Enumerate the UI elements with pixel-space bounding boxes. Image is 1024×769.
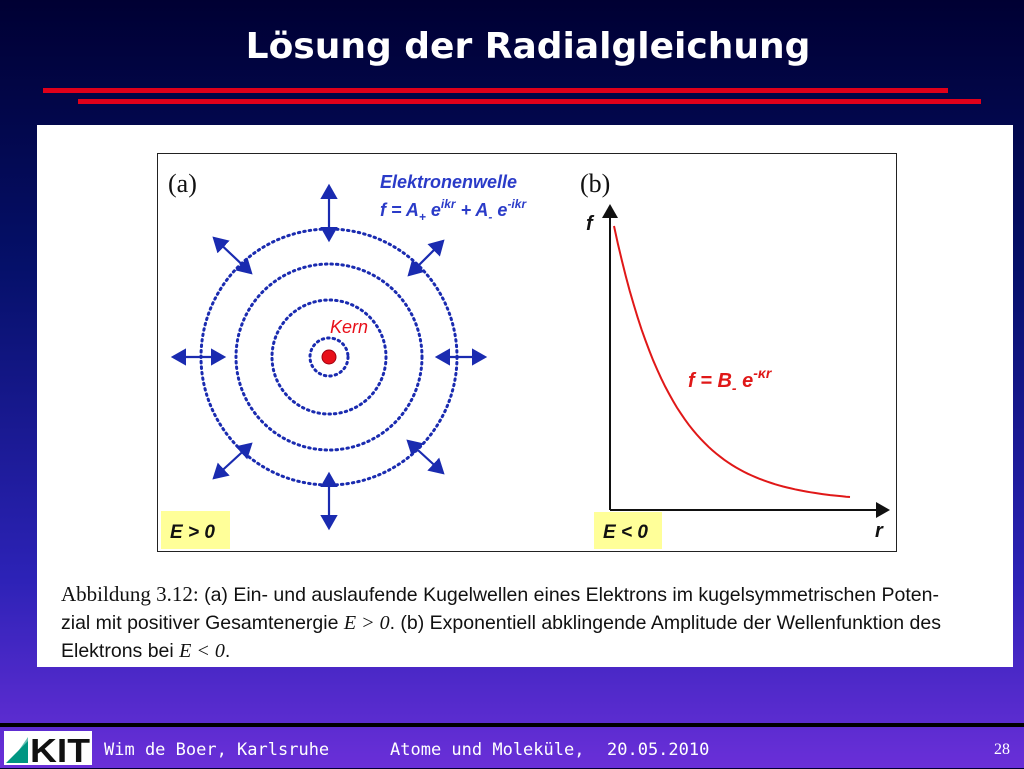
footer-date: 20.05.2010 [607, 740, 710, 760]
nucleus [322, 350, 336, 364]
caption-line2-a: zial mit positiver Gesamtenergie [61, 612, 344, 634]
caption-line3-a: Elektrons bei [61, 640, 180, 662]
footer-course: Atome und Moleküle, [390, 740, 585, 760]
caption-line2-math: E > 0 [343, 612, 390, 634]
arrow-bottom-right [408, 441, 443, 473]
figure-svg [158, 154, 896, 551]
nucleus-label: Kern [330, 317, 369, 337]
y-axis-label: f [586, 213, 593, 235]
caption-line1: (a) Ein- und auslaufende Kugelwellen eines Elektrons im kugelsymmetrischen Poten- [198, 584, 939, 606]
slide-title: Lösung der Radialgleichung [245, 26, 811, 67]
title-underline-top [43, 88, 948, 93]
kit-logo-text: KIT [30, 732, 90, 765]
footer-bar [0, 723, 1024, 768]
curve-formula: $f = B_-$ $e^{-\kappa r}$ [688, 365, 772, 396]
panel-b-label: (b) [580, 169, 611, 198]
arrow-top-left [214, 238, 251, 273]
arrow-bottom-left [214, 444, 251, 478]
decay-curve [614, 226, 850, 497]
arrow-top-right [409, 241, 443, 275]
x-axis-label: r [875, 520, 883, 542]
kit-logo-icon [4, 731, 92, 765]
caption-line3-b: . [224, 640, 231, 662]
footer-author: Wim de Boer, Karlsruhe [104, 740, 330, 760]
title-underline-bottom [78, 99, 981, 104]
caption-prefix: Abbildung 3.12: [61, 582, 199, 606]
caption-line3-math: E < 0 [179, 640, 225, 662]
figure-box [157, 153, 897, 552]
kit-logo [4, 731, 92, 765]
caption-line2-b: . (b) Exponentiell abklingende Amplitude der Wellenfunktion des [389, 612, 941, 634]
wave-formula: $f = A_+$ $e^{ikr} + A_-$ $e^{-ikr}$ [380, 197, 527, 224]
footer-divider [0, 723, 1024, 727]
wave-title: Elektronenwelle [380, 172, 518, 192]
content-panel [37, 125, 1013, 667]
panel-a-label: (a) [168, 169, 197, 198]
energy-label-b: E < 0 [603, 522, 648, 543]
figure-caption [61, 580, 1001, 665]
energy-label-a: E > 0 [170, 522, 215, 543]
page-number: 28 [994, 741, 1010, 758]
